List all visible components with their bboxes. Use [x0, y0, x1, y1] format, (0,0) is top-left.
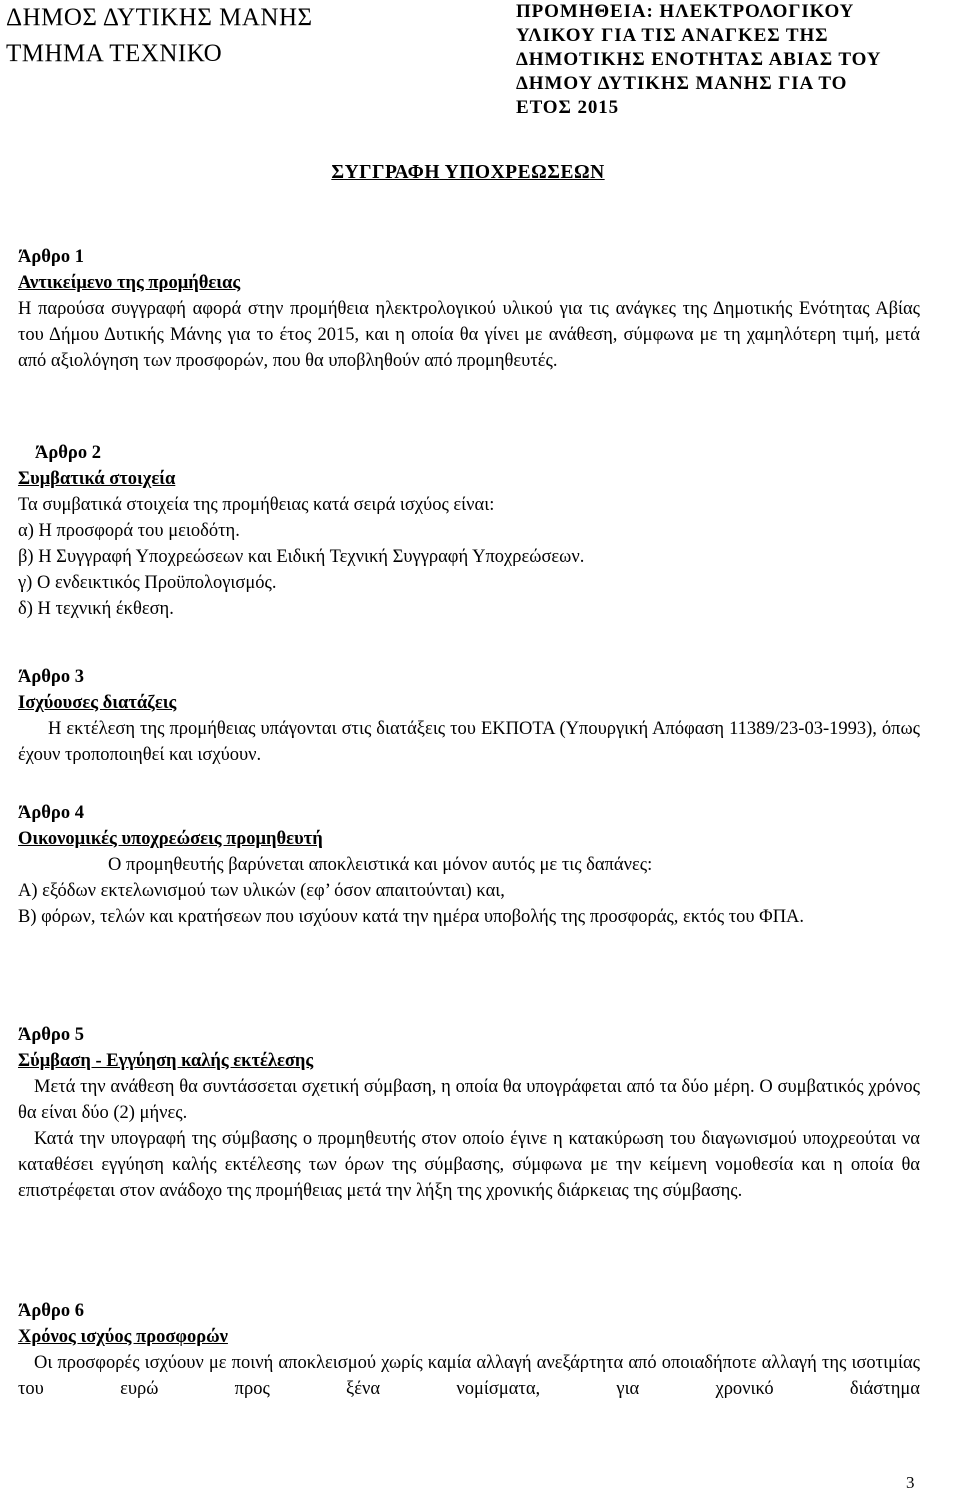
- article-title: Άρθρο 4: [18, 803, 84, 823]
- article-text: Η παρούσα συγγραφή αφορά στην προμήθεια ηλεκτρολογικού υλικού για τις ανάγκες της Δημοτικής Ενότητας Αβίας του Δήμου Δυτικής Μάνης για το έτος 2015, και η οποία θα γίνει με ανάθεση, σύμφωνα με τη χαμηλότερη τιμή, μετά από αξιολόγηση των προσφορών, που θα υποβληθούν από προμηθευτές.: [18, 299, 920, 371]
- procurement-title-line: ΕΤΟΣ 2015: [516, 97, 620, 118]
- article-paragraph-2: Κατά την υπογραφή της σύμβασης ο προμηθευτής στον οποίο έγινε η κατακύρωση του διαγωνισμού υποχρεούται να καταθέσει εγγύηση καλής εκτέλεσης των όρων της σύμβασης, σύμφωνα με την κείμενη νομοθεσία και η οποία θα επιστρέφεται στον ανάδοχο της προμήθειας μετά την λήξη της χρονικής διάρκειας της σύμβασης.: [18, 1129, 920, 1201]
- contract-element-item: δ) Η τεχνική έκθεση.: [18, 599, 174, 619]
- article-text: Η εκτέλεση της προμήθειας υπάγονται στις διατάξεις του ΕΚΠΟΤΑ (Υπουργική Απόφαση 11389/23-03-1993), όπως έχουν τροποποιηθεί και ισχύουν.: [18, 719, 920, 765]
- contract-element-item: γ) Ο ενδεικτικός Προϋπολογισμός.: [18, 573, 277, 593]
- article-title: Άρθρο 2: [35, 443, 101, 463]
- document-title: ΣΥΓΓΡΑΦΗ ΥΠΟΧΡΕΩΣΕΩΝ: [331, 162, 605, 183]
- article-title: Άρθρο 6: [18, 1301, 84, 1321]
- article-text: Οι προσφορές ισχύουν με ποινή αποκλεισμού χωρίς καμία αλλαγή ανεξάρτητα από οποιαδήποτε αλλαγή της ισοτιμίας του ευρώ προς ξένα νομίσματα, για χρονικό διάστημα: [18, 1353, 920, 1399]
- article-6: [18, 1298, 920, 1402]
- obligation-item-a: Α) εξόδων εκτελωνισμού των υλικών (εφ’ όσον απαιτούνται) και,: [18, 881, 505, 901]
- article-title: Άρθρο 5: [18, 1025, 84, 1045]
- header-right: [516, 0, 956, 120]
- contract-element-item: β) Η Συγγραφή Υποχρεώσεων και Ειδική Τεχνική Συγγραφή Υποχρεώσεων.: [18, 547, 585, 567]
- article-subtitle: Αντικείμενο της προμήθειας: [18, 273, 241, 293]
- procurement-title-line: ΔΗΜΟΥ ΔΥΤΙΚΗΣ ΜΑΝΗΣ ΓΙΑ ΤΟ: [516, 73, 848, 94]
- article-subtitle: Ισχύουσες διατάζεις: [18, 693, 177, 713]
- article-5: [18, 1022, 920, 1204]
- article-subtitle: Σύμβαση - Εγγύηση καλής εκτέλεσης: [18, 1051, 314, 1071]
- article-subtitle: Οικονομικές υποχρεώσεις προμηθευτή: [18, 829, 323, 849]
- municipality-name: ΔΗΜΟΣ ΔΥΤΙΚΗΣ ΜΑΝΗΣ: [6, 4, 313, 31]
- article-paragraph-1: Μετά την ανάθεση θα συντάσσεται σχετική σύμβαση, η οποία θα υπογράφεται από τα δύο μέρη. Ο συμβατικός χρόνος θα είναι δύο (2) μήνες.: [18, 1077, 920, 1123]
- article-title: Άρθρο 3: [18, 667, 84, 687]
- obligations-intro: Ο προμηθευτής βαρύνεται αποκλειστικά και μόνον αυτός με τις δαπάνες:: [108, 855, 653, 875]
- header-left: [6, 0, 436, 72]
- procurement-title-line: ΔΗΜΟΤΙΚΗΣ ΕΝΟΤΗΤΑΣ ΑΒΙΑΣ ΤΟΥ: [516, 49, 882, 70]
- page-number: 3: [906, 1473, 915, 1492]
- procurement-title-line: ΠΡΟΜΗΘΕΙΑ: ΗΛΕΚΤΡΟΛΟΓΙΚΟΥ: [516, 1, 855, 22]
- article-title: Άρθρο 1: [18, 247, 84, 267]
- contract-elements-intro: Τα συμβατικά στοιχεία της προμήθειας κατά σειρά ισχύος είναι:: [18, 495, 495, 515]
- article-2: [18, 440, 920, 622]
- article-3: [18, 664, 920, 768]
- procurement-title-line: ΥΛΙΚΟΥ ΓΙΑ ΤΙΣ ΑΝΑΓΚΕΣ ΤΗΣ: [516, 25, 829, 46]
- article-subtitle: Χρόνος ισχύος προσφορών: [18, 1327, 228, 1347]
- contract-element-item: α) Η προσφορά του μειοδότη.: [18, 521, 240, 541]
- department-name: ΤΜΗΜΑ ΤΕΧΝΙΚΟ: [6, 40, 223, 67]
- article-4: [18, 800, 920, 930]
- article-subtitle: Συμβατικά στοιχεία: [18, 469, 176, 489]
- article-1: [18, 244, 920, 374]
- obligation-item-b: Β) φόρων, τελών και κρατήσεων που ισχύουν κατά την ημέρα υποβολής της προσφοράς, εκτός του ΦΠΑ.: [18, 907, 805, 927]
